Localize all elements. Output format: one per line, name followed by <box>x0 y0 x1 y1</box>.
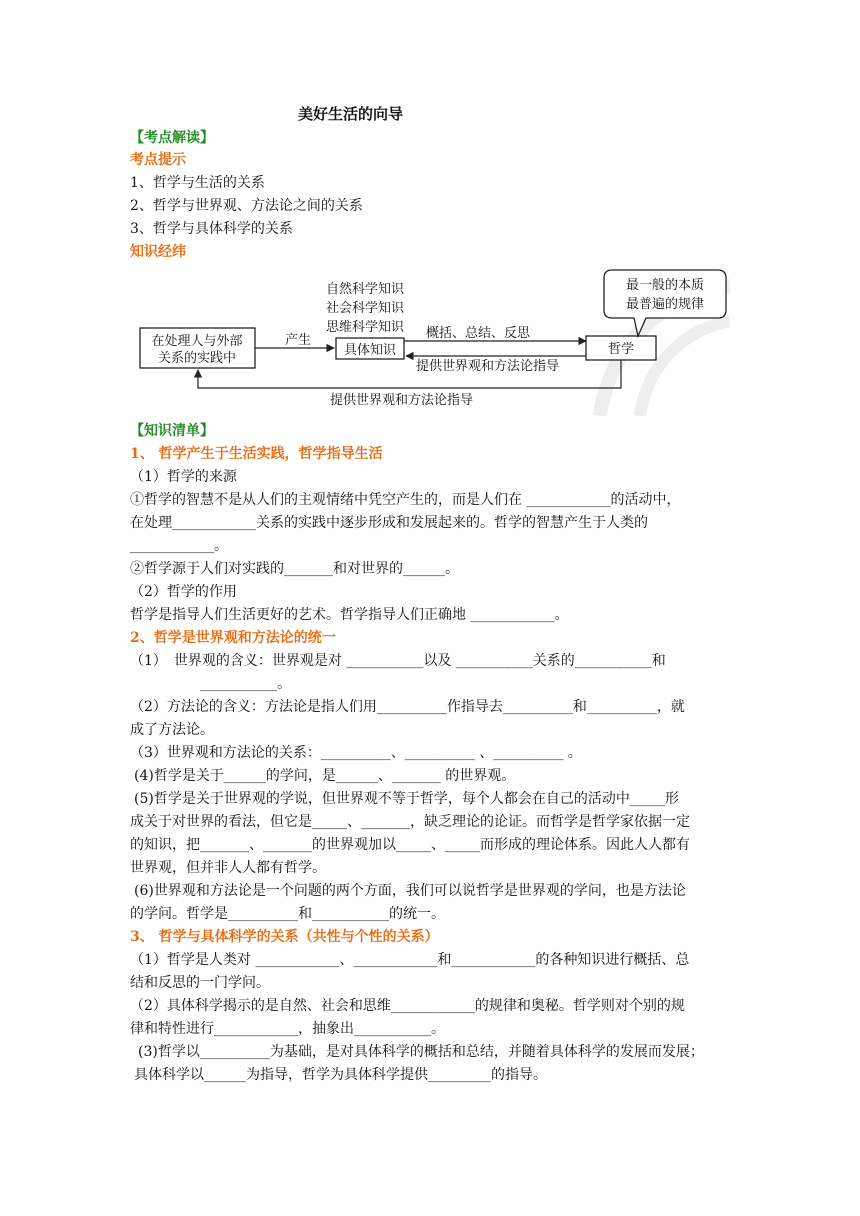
science-label-thinking: 思维科学知识 <box>326 320 405 335</box>
h1-sub-role: （2）哲学的作用 <box>130 584 237 600</box>
h1-sub-source: （1）哲学的来源 <box>130 469 237 485</box>
science-label-nature: 自然科学知识 <box>326 282 405 297</box>
h2-para1-line1: （1） 世界观的含义：世界观是对 ___________以及 ___________关系的___________和 <box>130 653 666 669</box>
page-title: 美好生活的向导 <box>298 105 404 123</box>
h2-para5-line4: 世界观，但并非人人都有哲学。 <box>130 860 326 876</box>
subheading-kaodian-tishi: 考点提示 <box>130 152 186 168</box>
h2-para3: （3）世界观和方法论的关系：__________、__________ 、__________ 。 <box>130 745 582 761</box>
h2-para5-line1: (5)哲学是关于世界观的学说，但世界观不等于哲学，每个人都会在自己的活动中_____形 <box>134 791 679 807</box>
bubble-line-2: 最普遍的规律 <box>625 297 705 312</box>
section-heading-zhishi: 【知识清单】 <box>130 423 214 439</box>
h3-para2-line2: 律和特性进行____________，抽象出___________。 <box>130 1021 445 1037</box>
h1-para3: 哲学是指导人们生活更好的艺术。哲学指导人们正确地 ____________。 <box>130 607 569 623</box>
philosophy-label: 哲学 <box>607 342 635 357</box>
label-chansheng: 产生 <box>285 333 312 348</box>
h2-para5-line2: 成关于对世界的看法，但它是_____、_______，缺乏理论的论证。而哲学是哲学家依据一定 <box>130 814 690 830</box>
h3-para1-line2: 结和反思的一门学问。 <box>130 975 270 991</box>
h3-para2-line1: （2）具体科学揭示的是自然、社会和思维____________的规律和奥秘。哲学则对个别的规 <box>130 998 685 1014</box>
practice-box-line1: 在处理人与外部 <box>151 334 243 349</box>
bubble-line-1: 最一般的本质 <box>625 278 705 293</box>
section-heading-kaodian: 【考点解读】 <box>130 130 214 146</box>
subheading-zhishi-jingwei: 知识经纬 <box>130 244 186 260</box>
h2-para4: (4)哲学是关于______的学问，是______、_______ 的世界观。 <box>134 768 516 784</box>
knowledge-diagram <box>130 266 730 416</box>
science-label-society: 社会科学知识 <box>326 301 405 316</box>
h1-para1-line1: ①哲学的智慧不是从人们的主观情绪中凭空产生的，而是人们在 ____________的活动中， <box>130 492 681 508</box>
label-gaikuo: 概括、总结、反思 <box>426 326 531 341</box>
h1-para1-line2: 在处理____________关系的实践中逐步形成和发展起来的。哲学的智慧产生于人类的 <box>130 515 648 531</box>
h2-para2-line1: （2）方法论的含义：方法论是指人们用__________作指导去__________和__________，就 <box>130 699 685 715</box>
concrete-knowledge-label: 具体知识 <box>343 343 397 358</box>
heading-3: 3、 哲学与具体科学的关系（共性与个性的关系） <box>130 929 439 945</box>
point-item-3: 3、哲学与具体科学的关系 <box>130 221 293 237</box>
heading-1: 1、 哲学产生于生活实践，哲学指导生活 <box>130 446 383 462</box>
h2-para5-line3: 的知识，把_______、_______的世界观加以_____、_____而形成的理论体系。因此人人都有 <box>130 837 690 853</box>
h1-para1-line3: ____________。 <box>130 538 228 554</box>
heading-2: 2、哲学是世界观和方法论的统一 <box>130 630 336 646</box>
h3-para1-line1: （1）哲学是人类对 ____________、____________和____________的各种知识进行概括、总 <box>130 952 690 968</box>
label-guide-to-knowledge: 提供世界观和方法论指导 <box>416 359 560 374</box>
h1-para2: ②哲学源于人们对实践的_______和对世界的______。 <box>130 561 459 577</box>
h3-para3-line1: (3)哲学以__________为基础，是对具体科学的概括和总结，并随着具体科学的发展而发展； <box>138 1044 704 1060</box>
h2-para6-line1: (6)世界观和方法论是一个问题的两个方面，我们可以说哲学是世界观的学问，也是方法论 <box>134 883 686 899</box>
h2-para2-line2: 成了方法论。 <box>130 722 214 738</box>
point-item-1: 1、哲学与生活的关系 <box>130 175 265 191</box>
h3-para3-line2: 具体科学以______为指导，哲学为具体科学提供_________的指导。 <box>134 1067 547 1083</box>
label-guide-to-practice: 提供世界观和方法论指导 <box>330 393 474 408</box>
practice-box-line2: 关系的实践中 <box>157 351 237 366</box>
point-item-2: 2、哲学与世界观、方法论之间的关系 <box>130 198 363 214</box>
h2-para6-line2: 的学问。哲学是__________和___________的统一。 <box>130 906 445 922</box>
h2-para1-line2: ___________。 <box>200 676 291 692</box>
